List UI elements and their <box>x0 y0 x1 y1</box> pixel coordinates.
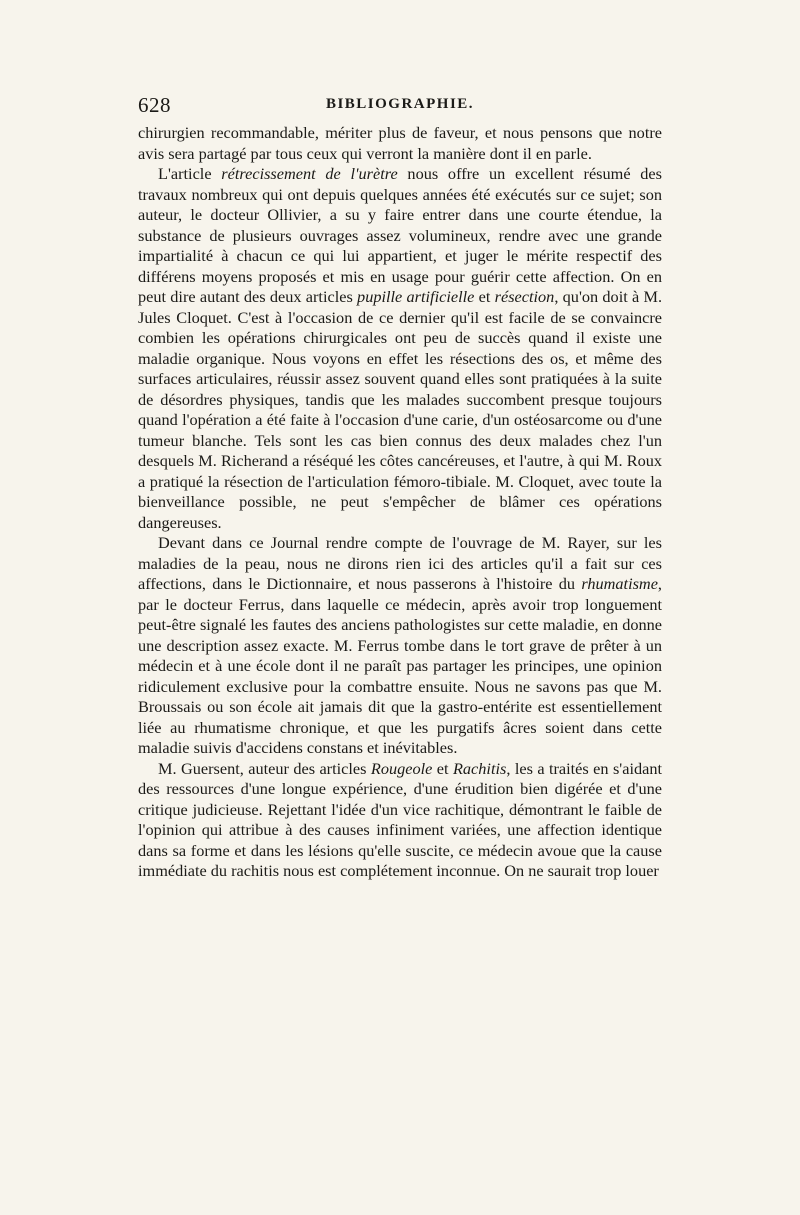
book-page <box>138 93 662 882</box>
paragraph <box>138 759 662 882</box>
page-number: 628 <box>138 93 171 117</box>
text-run: et <box>474 287 495 306</box>
italic-term: rétrecissement de l'urètre <box>221 164 398 183</box>
text-run: , qu'on doit à M. Jules Cloquet. C'est à l'occasion de ce dernier qu'il est facile de se convaincre combien les opérations chirurgicales ont peu de succès quand il existe une maladie organique. Nous voyons en effet les résections des os, et même des surfaces articulaires, réussir assez souvent quand elles sont pratiquées à la suite de désordres physiques, tandis que les malades succombent presque toujours quand l'opération a été faite à l'occasion d'une carie, d'un ostéosarcome ou d'une tumeur blanche. Tels sont les cas bien connus des deux malades chez l'un desquels M. Richerand a réséqué les côtes cancéreuses, et l'autre, à qui M. Roux a pratiqué la résection de l'articulation fémoro-tibiale. M. Cloquet, avec toute la bienveillance possible, ne peut s'empêcher de blâmer ces opérations dangereuses. <box>138 287 663 532</box>
italic-term: rhumatisme <box>581 574 658 593</box>
paragraph <box>138 123 662 164</box>
text-run: , les a traités en s'aidant des ressources d'une longue expérience, d'une érudition bien digérée et d'une critique judicieuse. Rejettant l'idée d'un vice rachitique, démontrant le faible de l'opinion qui attribue à des causes infiniment variées, une affection identique dans sa forme et dans les lésions qu'elle suscite, ce médecin avoue que la cause immédiate du rachitis nous est complétement inconnue. On ne saurait trop louer <box>138 758 663 880</box>
paragraph <box>138 533 662 759</box>
paragraph <box>138 164 662 533</box>
text-run: chirurgien recommandable, mériter plus de faveur, et nous pensons que notre avis sera partagé par tous ceux qui verront la manière dont il en parle. <box>138 123 662 163</box>
text-run: L'article <box>158 164 222 183</box>
body-text <box>138 123 662 882</box>
text-run: Devant dans ce Journal rendre compte de l'ouvrage de M. Rayer, sur les maladies de la peau, nous ne dirons rien ici des articles qu'il a fait sur ces affections, dans le Dictionnaire, et nous passerons à l'histoire du <box>138 533 662 593</box>
page-header <box>138 93 662 123</box>
italic-term: Rachitis <box>452 758 507 778</box>
text-run: M. Guersent, auteur des articles <box>158 758 371 778</box>
text-run: et <box>432 758 453 778</box>
italic-term: pupille artificielle <box>357 287 475 306</box>
italic-term: Rougeole <box>370 758 433 778</box>
text-run: , par le docteur Ferrus, dans laquelle ce médecin, après avoir trop longuement peut-être signalé les fautes des anciens pathologistes sur cette maladie, en donne une description assez exacte. M. Ferrus tombe dans le tort grave de prêter à un médecin et à une école dont il ne paraît pas partager les principes, une opinion ridiculement exclusive pour la combattre ensuite. Nous ne savons pas que M. Broussais ou son école ait jamais dit que la gastro-entérite est essentiellement liée au rhumatisme chronique, et que les purgatifs âcres soient dans cette maladie suivis d'accidens constans et inévitables. <box>138 574 662 757</box>
running-title: BIBLIOGRAPHIE. <box>325 96 475 112</box>
text-run: nous offre un excellent résumé des travaux nombreux qui ont depuis quelques années été exécutés sur ce sujet; son auteur, le docteur Ollivier, a su y faire entrer dans une courte étendue, la substance de plusieurs ouvrages assez volumineux, rendre avec une grande impartialité à chacun ce qui lui appartient, et juger le mérite respectif des différens moyens proposés et mis en usage pour guérir cette affection. On en peut dire autant des deux articles <box>138 164 662 306</box>
italic-term: résection <box>494 287 555 306</box>
